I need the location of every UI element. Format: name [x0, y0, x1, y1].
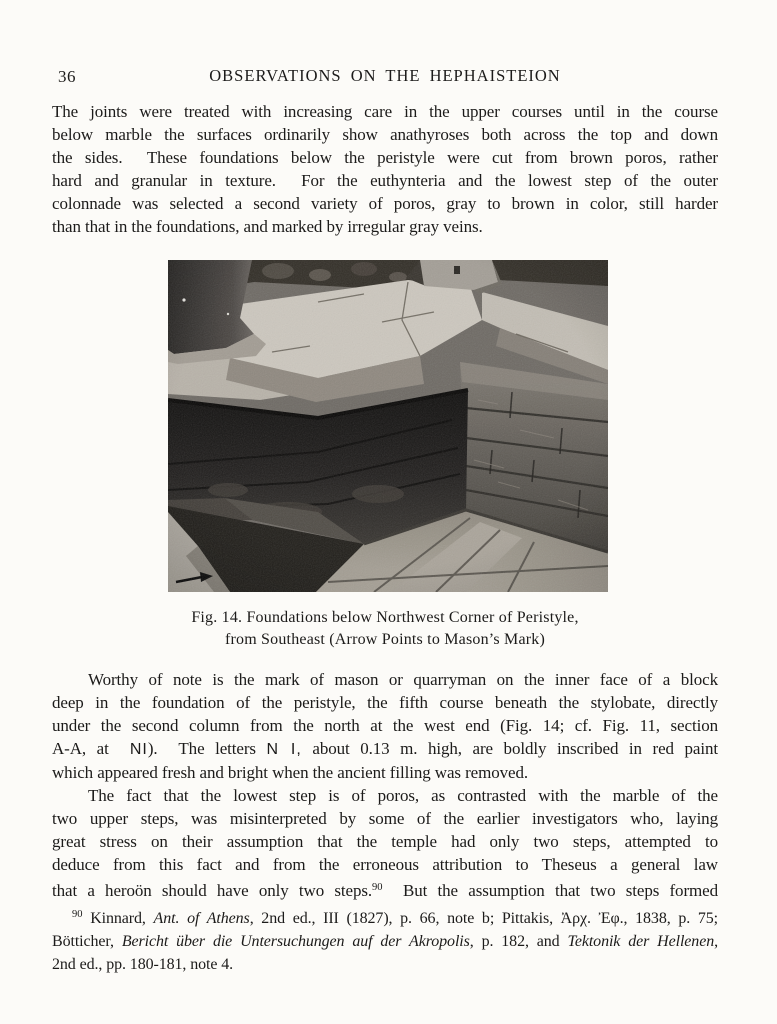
text-line: hard and granular in texture. For the euthynteria and the lowest step of the outer	[52, 171, 718, 190]
text-line: than that in the foundations, and marked by irregular gray veins.	[52, 217, 483, 236]
paragraphs-2-3	[52, 668, 718, 902]
figure-caption-line-1: Fig. 14. Foundations below Northwest Corner of Peristyle,	[191, 609, 579, 626]
running-head: OBSERVATIONS ON THE HEPHAISTEION	[209, 66, 561, 85]
photo-grain	[168, 260, 608, 592]
text-line: The fact that the lowest step is of poros, as contrasted with the marble of the	[88, 786, 718, 805]
figure-14-photo	[168, 260, 608, 592]
paragraph-2	[52, 668, 718, 784]
paragraph-1	[52, 100, 718, 238]
footnote-90	[52, 903, 718, 976]
text-line: Worthy of note is the mark of mason or quarryman on the inner face of a block	[88, 670, 718, 689]
text-line: deduce from this fact and from the erroneous attribution to Theseus a general law	[52, 855, 718, 874]
paragraph-3	[52, 784, 718, 902]
page-header	[52, 66, 718, 88]
text-line: A-A, at NI). The letters N I, about 0.13 m. high, are boldly inscribed in red paint	[52, 739, 718, 758]
text-line: great stress on their assumption that the temple had only two steps, attempted to	[52, 832, 718, 851]
text-line: which appeared fresh and bright when the ancient filling was removed.	[52, 763, 529, 782]
text-line: 2nd ed., pp. 180-181, note 4.	[52, 956, 234, 973]
excavation-photo-illustration	[168, 260, 608, 592]
figure-caption-line-2: from Southeast (Arrow Points to Mason’s Mark)	[224, 630, 546, 648]
text-line: the sides. These foundations below the peristyle were cut from brown poros, rather	[52, 148, 718, 167]
text-line: that a heroön should have only two steps.$^{90}$ But the assumption that two steps formed	[52, 881, 718, 900]
text-line: The joints were treated with increasing care in the upper courses until in the course	[52, 102, 718, 121]
text-line: two upper steps, was misinterpreted by some of the earlier investigators who, laying	[52, 809, 718, 828]
text-line: under the second column from the north at the west end (Fig. 14; cf. Fig. 11, section	[52, 716, 718, 735]
figure-caption	[52, 607, 718, 650]
text-line: below marble the surfaces ordinarily show anathyroses both across the top and down	[52, 125, 718, 144]
text-line: colonnade was selected a second variety of poros, gray to brown in color, still harder	[52, 194, 718, 213]
page-number: 36	[58, 67, 76, 86]
text-line: $^{90}$ Kinnard, Ant. of Athens, 2nd ed., III (1827), p. 66, note b; Pittakis, Ἀρχ. Ἐφ., 1838, p. 75;	[72, 909, 718, 927]
text-line: Bötticher, Bericht über die Untersuchungen auf der Akropolis, p. 182, and Tektonik der Hellenen,	[52, 933, 718, 950]
text-line: deep in the foundation of the peristyle, the fifth course beneath the stylobate, directly	[52, 693, 718, 712]
